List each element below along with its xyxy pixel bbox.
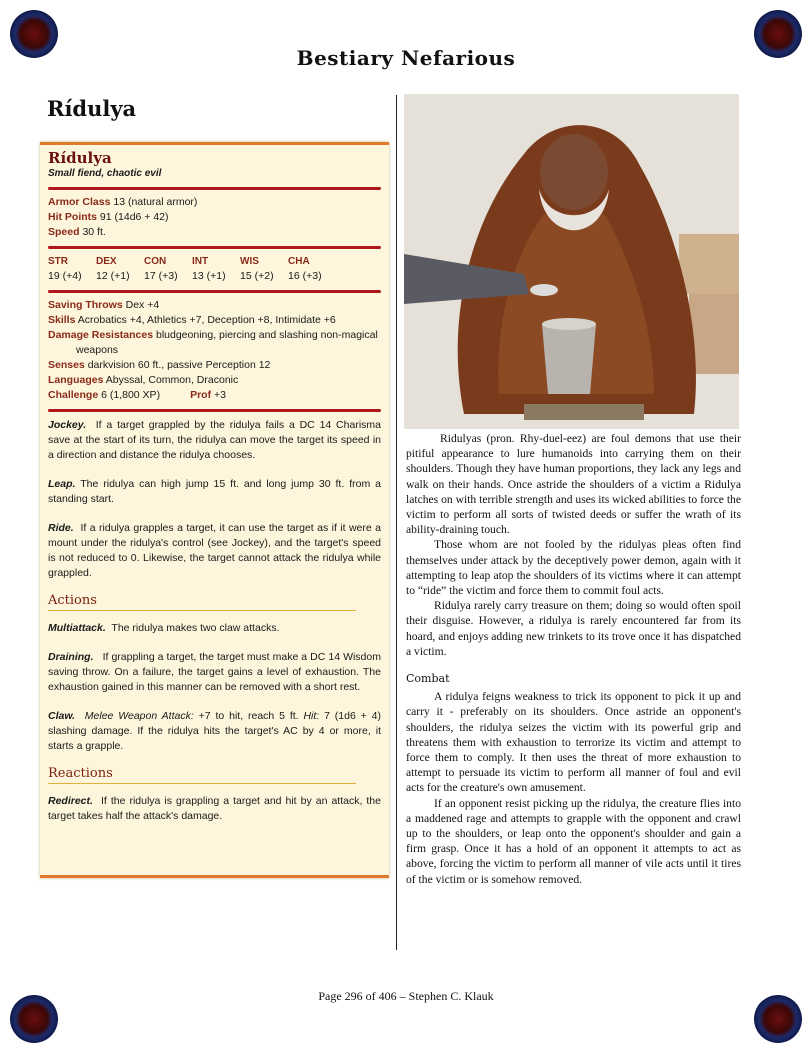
ability-cha: CHA 16 (+3) — [288, 256, 322, 282]
action-claw: Claw. Melee Weapon Attack: +7 to hit, reach 5 ft. Hit: 7 (1d6 + 4) slashing damage. If the ridulya hits the target's AC by 4 or more, it starts a grapple. — [48, 710, 382, 752]
languages-row: Languages Abyssal, Common, Draconic — [48, 374, 239, 386]
speed-row: Speed 30 ft. — [48, 226, 106, 238]
ability-con: CON 17 (+3) — [144, 256, 178, 282]
armor-class-row: Armor Class 13 (natural armor) — [48, 196, 198, 208]
ridulya-illustration — [404, 94, 739, 429]
divider-bar — [48, 246, 381, 249]
combat-paragraph: If an opponent resist picking up the ridulya, the creature flies into a maddened rage and attempts to grapple with the opponent and crawl up to the shoulders, or leap onto the opponent's shoulder and gain a firm grasp. Once it has a hold of an opponent it attempts to act as above, forcing the victim to perform all manner of vile acts until it tires of the victim or is somehow removed. — [406, 796, 741, 886]
description-paragraph: Ridulyas (pron. Rhy-duel-eez) are foul demons that use their pitiful appearance to lure humanoids into carrying them on their shoulders. Though they have human proportions, they lack any legs and walk on their hands. Once astride the shoulders of a victim a Ridulya latches on with terrible strength and uses its wicked abilities to force the victim to perform all sorts of twisted deeds or suffer the wrath of its ability-draining touch. — [406, 432, 741, 537]
creature-type: Small fiend, chaotic evil — [48, 168, 162, 179]
divider-bar — [48, 187, 381, 190]
ability-int: INT 13 (+1) — [192, 256, 226, 282]
trait-jockey: Jockey. If a target grappled by the ridulya fails a DC 14 Charisma save at the start of its turn, the ridulya can move the target its speed in a direction and distance the ridulya chooses. — [48, 419, 381, 461]
trait-ride: Ride. If a ridulya grapples a target, it can use the target as if it were a mount under the ridulya's control (see Jockey), and the target's speed is not reduced to 0. Likewise, the target cannot attack the ridulya while grappled. — [48, 522, 381, 579]
saving-throws-row: Saving Throws Dex +4 — [48, 299, 160, 311]
action-multiattack: Multiattack. The ridulya makes two claw attacks. — [48, 622, 280, 634]
creature-name: Rídulya — [48, 149, 112, 167]
ridulya-painting — [404, 94, 739, 429]
column-divider — [396, 95, 397, 950]
ability-scores — [48, 254, 381, 284]
book-header: Bestiary Nefarious — [296, 46, 516, 70]
stat-block — [40, 142, 389, 878]
combat-heading: Combat — [406, 672, 450, 686]
trait-leap: Leap. The ridulya can high jump 15 ft. and long jump 30 ft. from a standing start. — [48, 478, 381, 505]
ability-wis: WIS 15 (+2) — [240, 256, 274, 282]
action-draining: Draining. If grappling a target, the target must make a DC 14 Wisdom saving throw. On a failure, the target gains a level of exhaustion. The exhaustion gained in this manner can be removed with a short rest. — [48, 651, 381, 693]
reaction-redirect: Redirect. If the ridulya is grappling a target and hit by an attack, the target takes half the attack's damage. — [48, 795, 381, 822]
page-footer: Page 296 of 406 – Stephen C. Klauk — [318, 989, 494, 1003]
reactions-heading: Reactions — [48, 766, 356, 784]
combat-paragraph: A ridulya feigns weakness to trick its opponent to pick it up and carry it - preferably on its shoulders. Once astride an opponent's shoulders, the ridulya seizes the victim with its powerful grip and threatens them with exhaustion to terrorize its victim and attempt to force them to comply. It then uses the threat of more exhaustion to attempt to persuade its victim to perform all manner of foul and evil acts for the creature's own amusement. — [406, 690, 741, 795]
divider-bar — [48, 290, 381, 293]
actions-heading: Actions — [48, 593, 356, 611]
divider-bar — [48, 409, 381, 412]
ability-str: STR 19 (+4) — [48, 256, 82, 282]
description-paragraph: Ridulya rarely carry treasure on them; doing so would often spoil their disguise. However, a ridulya is rarely encountered far from its hoard, and enjoys adding new trinkets to its trove once it has dispatched a victim. — [406, 599, 741, 658]
ability-dex: DEX 12 (+1) — [96, 256, 130, 282]
skills-row: Skills Acrobatics +4, Athletics +7, Deception +8, Intimidate +6 — [48, 314, 336, 326]
description-paragraph: Those whom are not fooled by the ridulyas pleas often find themselves under attack by the deceptively power demon, again with it attempting to leap atop the shoulders of its victims where it can attempt to “ride” the victim and force them to commit foul acts. — [406, 538, 741, 598]
senses-row: Senses darkvision 60 ft., passive Perception 12 — [48, 359, 271, 371]
challenge-row: Challenge 6 (1,800 XP) Prof +3 — [48, 389, 226, 401]
hit-points-row: Hit Points 91 (14d6 + 42) — [48, 211, 169, 223]
description-text — [406, 431, 741, 887]
page-title: Rídulya — [47, 96, 137, 121]
damage-resistances-row: Damage Resistances bludgeoning, piercing and slashing non-magical weapons — [48, 329, 378, 356]
